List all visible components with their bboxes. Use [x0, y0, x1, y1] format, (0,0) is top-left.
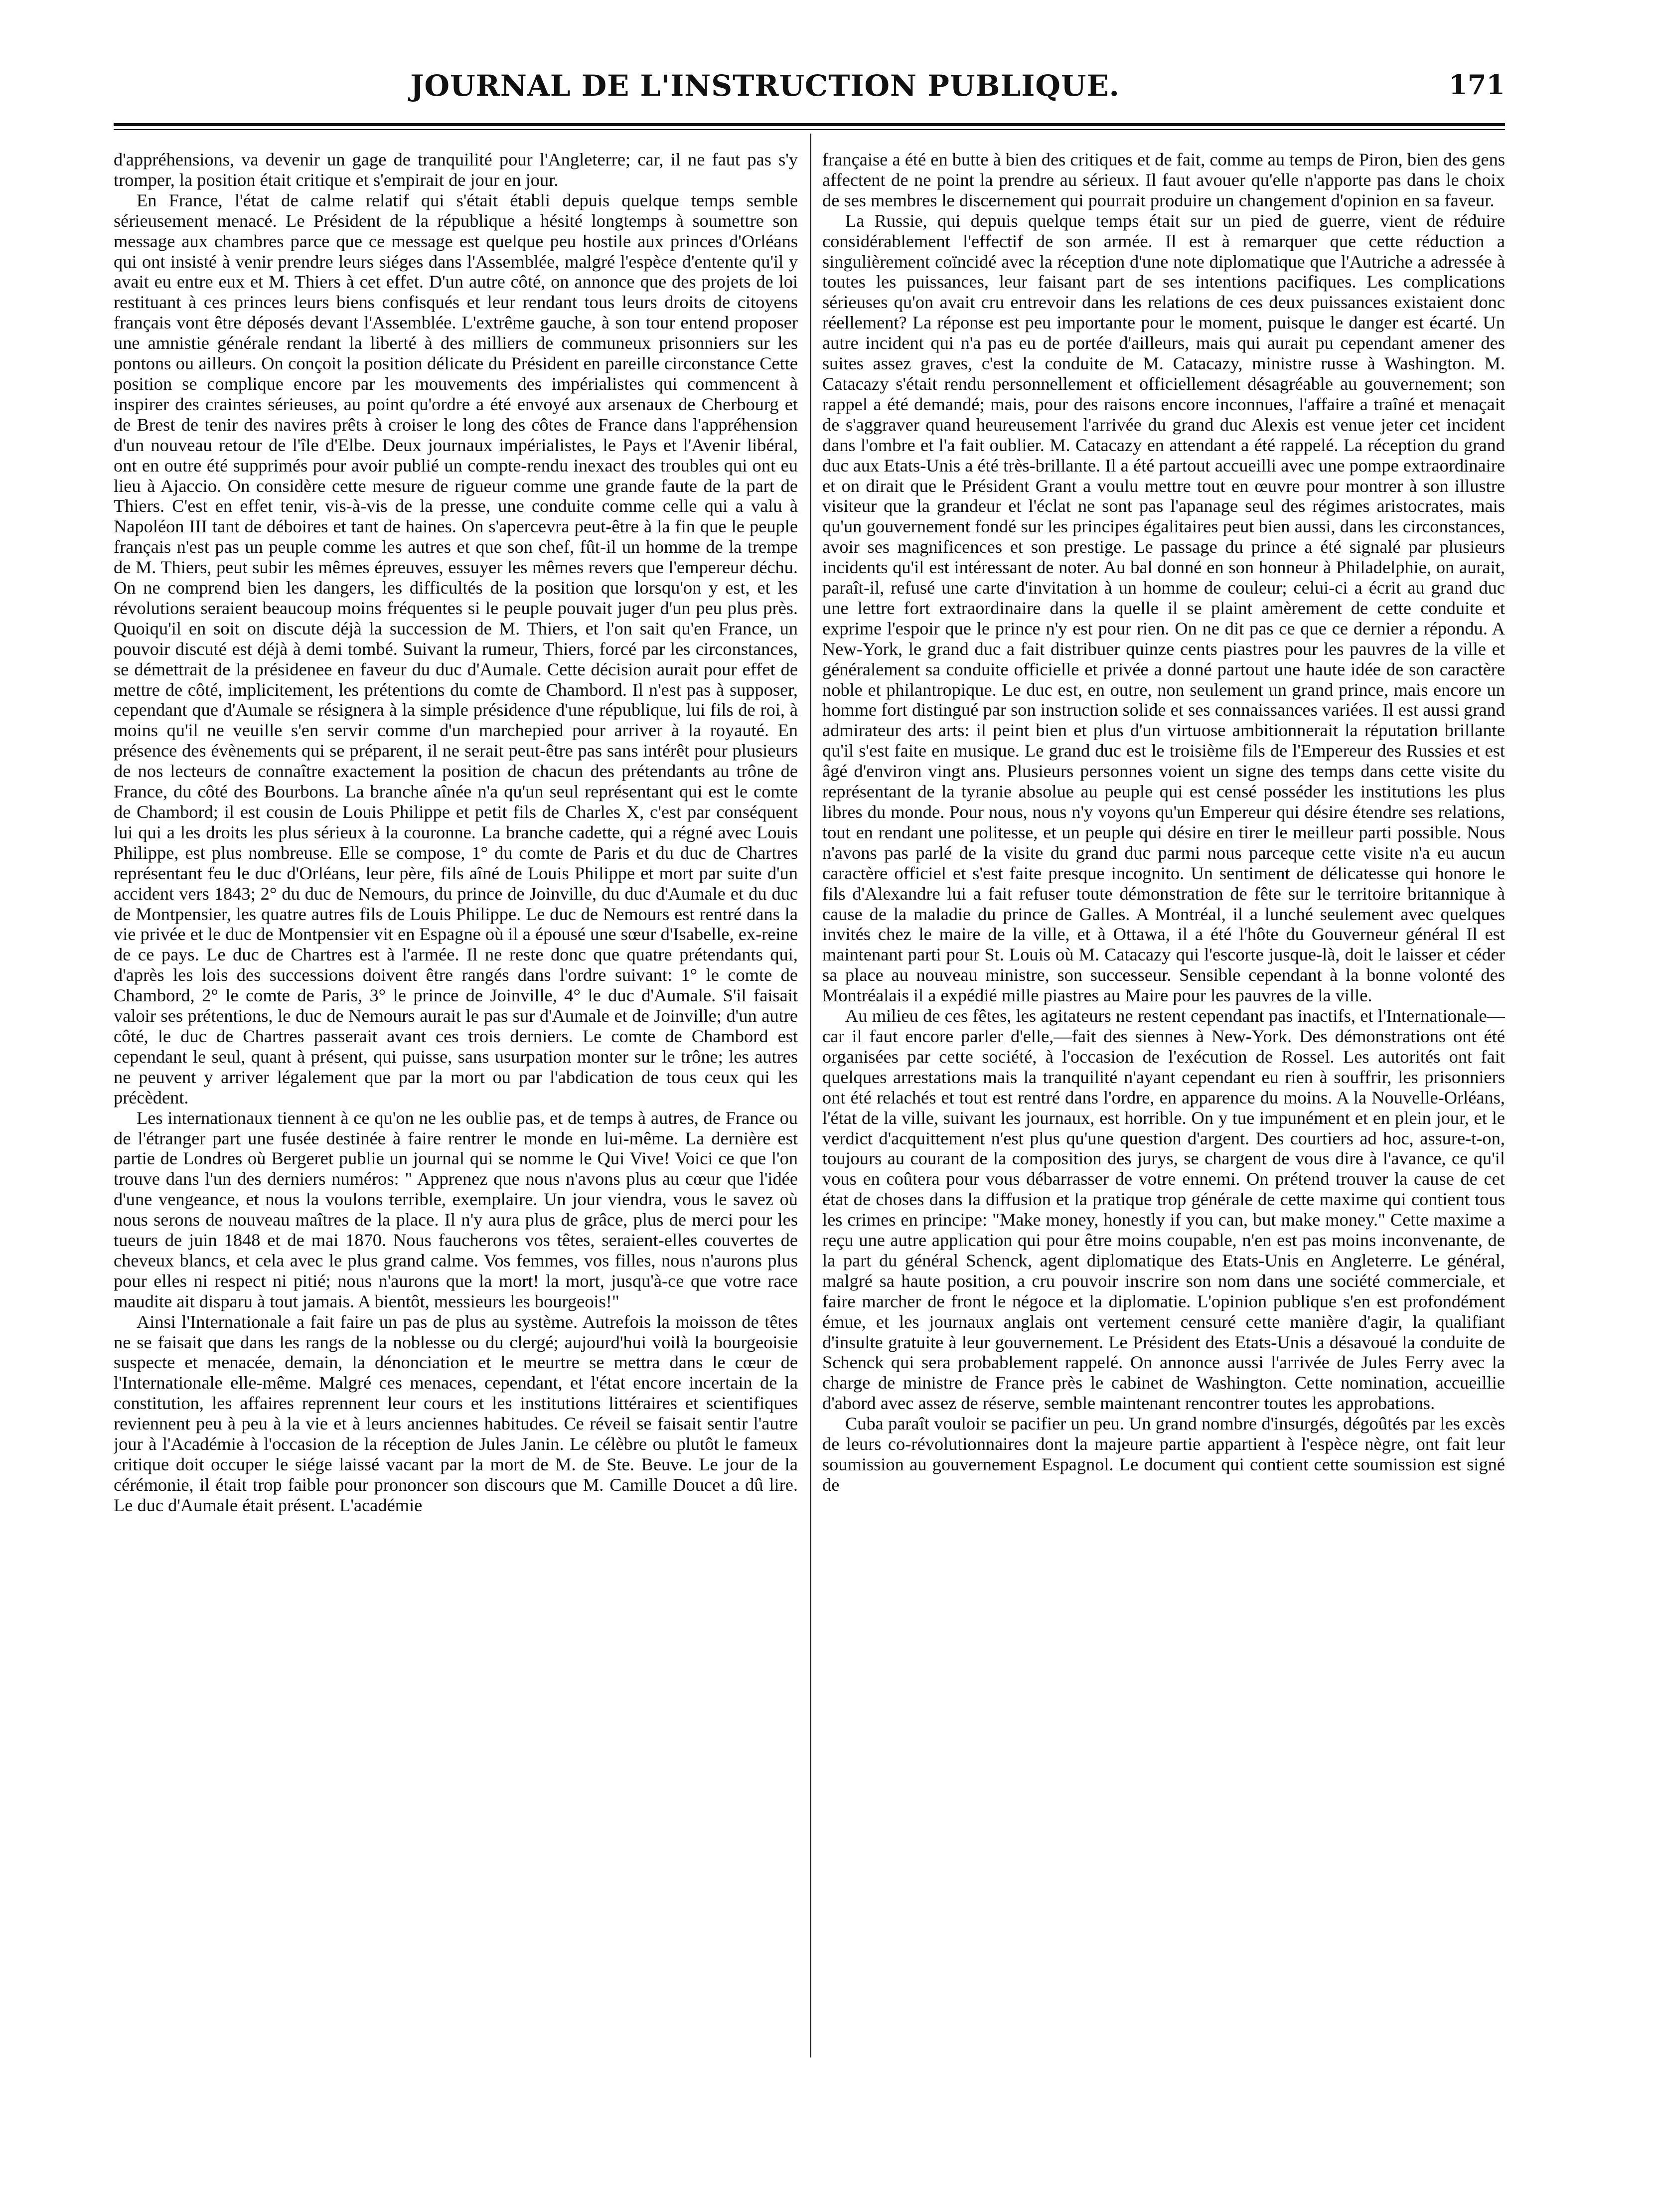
- paragraph: Cuba paraît vouloir se pacifier un peu. Un grand nombre d'insurgés, dégoûtés par les excès de leurs co-révolutionnaires dont la majeure partie appartient à l'espèce nègre, ont fait leur soumission au gouvernement Espagnol. Le document qui contient cette soumission est signé de: [822, 1414, 1505, 1495]
- paragraph: Les internationaux tiennent à ce qu'on ne les oublie pas, et de temps à autres, de France ou de l'étranger part une fusée destinée à faire rentrer le monde en lui-même. La dernière est partie de Londres où Bergeret publie un journal qui se nomme le Qui Vive! Voici ce que l'on trouve dans l'un des derniers numéros: " Apprenez que nous n'avons plus au cœur que l'idée d'une vengeance, et nous la voulons terrible, exemplaire. Un jour viendra, vous le savez où nous serons de nouveau maîtres de la place. Il n'y aura plus de grâce, plus de merci pour les tueurs de juin 1848 et de mai 1870. Nous faucherons vos têtes, seraient-elles couvertes de cheveux blancs, et cela avec le plus grand calme. Vos femmes, vos filles, nous n'aurons plus pour elles ni respect ni pitié; nous n'aurons que la mort! la mort, jusqu'à-ce que votre race maudite ait disparu à tout jamais. A bientôt, messieurs les bourgeois!": [114, 1107, 798, 1311]
- paragraph: Au milieu de ces fêtes, les agitateurs ne restent cependant pas inactifs, et l'Internationale—car il faut encore parler d'elle,—fait des siennes à New-York. Des démonstrations ont été organisées par cette société, à l'occasion de l'exécution de Rossel. Les autorités ont fait quelques arrestations mais la tranquilité n'ayant cependant eu rien à souffrir, les prisonniers ont été relachés et tout est rentré dans l'ordre, en apparence du moins. A la Nouvelle-Orléans, l'état de la ville, suivant les journaux, est horrible. On y tue impunément et en plein jour, et le verdict d'acquittement n'est plus qu'une question d'argent. Des courtiers ad hoc, assure-t-on, toujours au courant de la composition des jurys, se chargent de vous dire à l'avance, ce qu'il vous en coûtera pour vous débarrasser de votre ennemi. On prétend trouver la cause de cet état de choses dans la diffusion et la pratique trop générale de cette maxime qui contient tous les crimes en principe: "Make money, honestly if you can, but make money." Cette maxime a reçu une autre application qui pour être moins coupable, n'en est pas moins inconvenante, de la part du général Schenck, agent diplomatique des Etats-Unis en Angleterre. Le général, malgré sa haute position, a cru pouvoir inscrire son nom dans une société commerciale, et faire marcher de front le négoce et la diplomatie. L'opinion publique s'en est profondément émue, et les journaux anglais ont vertement censuré cette manière d'agir, la qualifiant d'insulte gratuite à leur gouvernement. Le Président des Etats-Unis a désavoué la conduite de Schenck qui sera probablement rappelé. On annonce aussi l'arrivée de Jules Ferry avec la charge de ministre de France près le cabinet de Washington. Cette nomination, accueillie d'abord avec assez de réserve, semble maintenant rencontrer toutes les approbations.: [822, 1006, 1505, 1414]
- header-rule-thick: [114, 123, 1505, 126]
- paragraph: Ainsi l'Internationale a fait faire un pas de plus au système. Autrefois la moisson de têtes ne se faisait que dans les rangs de la noblesse ou du clergé; aujourd'hui voilà la bourgeoisie suspecte et menacée, demain, la dénonciation et le meurtre se mettra dans le cœur de l'Internationale elle-même. Malgré ces menaces, cependant, et l'état encore incertain de la constitution, les affaires reprennent leur cours et les institutions littéraires et scientifiques reviennent peu à peu à la vie et à leurs anciennes habitudes. Ce réveil se faisait sentir l'autre jour à l'Académie à l'occasion de la réception de Jules Janin. Le célèbre ou plutôt le fameux critique doit occuper le siége laissé vacant par la mort de M. de Ste. Beuve. Le jour de la cérémonie, il était trop faible pour prononcer son discours que M. Camille Doucet a dû lire. Le duc d'Aumale était présent. L'académie: [114, 1311, 798, 1515]
- paragraph: La Russie, qui depuis quelque temps était sur un pied de guerre, vient de réduire considérablement l'effectif de son armée. Il est à remarquer que cette réduction a singulièrement coïncidé avec la réception d'une note diplomatique que l'Autriche a adressée à toutes les puissances, leur faisant part de ses intentions pacifiques. Les complications sérieuses qu'on avait cru entrevoir dans les relations de ces deux puissances existaient donc réellement? La réponse est peu importante pour le moment, puisque le danger est écarté. Un autre incident qui n'a pas eu de portée d'ailleurs, mais qui aurait pu cependant amener des suites assez graves, c'est la conduite de M. Catacazy, ministre russe à Washington. M. Catacazy s'était rendu personnellement et officiellement désagréable au gouvernement; son rappel a été demandé; mais, pour des raisons encore inconnues, l'affaire a traîné et menaçait de s'aggraver quand heureusement l'arrivée du grand duc Alexis est venue jeter cet incident dans l'ombre et l'a fait oublier. M. Catacazy en attendant a été rappelé. La réception du grand duc aux Etats-Unis a été très-brillante. Il a été partout accueilli avec une pompe extraordinaire et on dirait que le Président Grant a voulu mettre tout en œuvre pour montrer à son illustre visiteur que la grandeur et l'éclat ne sont pas l'apanage seul des régimes aristocrates, mais qu'un gouvernement fondé sur les principes égalitaires peut bien aussi, dans les circonstances, avoir ses magnificences et son prestige. Le passage du prince a été signalé par plusieurs incidents qu'il est intéressant de noter. Au bal donné en son honneur à Philadelphie, on aurait, paraît-il, refusé une carte d'invitation à un homme de couleur; celui-ci a écrit au grand duc une lettre fort extraordinaire dans la quelle il se plaint amèrement de cette conduite et exprime l'espoir que le prince n'y est pour rien. On ne dit pas ce que ce dernier a répondu. A New-York, le grand duc a fait distribuer quinze cents piastres pour les pauvres de la ville et généralement sa conduite officielle et privée a donné partout une haute idée de son caractère noble et philantropique. Le duc est, en outre, non seulement un grand prince, mais encore un homme fort distingué par son instruction solide et ses connaissances variées. Il est aussi grand admirateur des arts: il peint bien et plus d'un virtuose ambitionnerait la réputation brillante qu'il s'est faite en musique. Le grand duc est le troisième fils de l'Empereur des Russies et est âgé d'environ vingt ans. Plusieurs personnes voient un signe des temps dans cette visite du représentant de la tyranie absolue au peuple qui est censé posséder les institutions les plus libres du monde. Pour nous, nous n'y voyons qu'un Empereur qui désire étendre ses relations, tout en rendant une politesse, et un peuple qui désire en tirer le meilleur parti possible. Nous n'avons pas parlé de la visite du grand duc parmi nous parceque cette visite n'a eu aucun caractère officiel et s'est faite presque incognito. Un sentiment de délicatesse qui honore le fils d'Alexandre lui a fait refuser toute démonstration de fête sur le territoire britannique à cause de la maladie du prince de Galles. A Montréal, il a lunché seulement avec quelques invités chez le maire de la ville, et à Ottawa, il a été l'hôte du Gouverneur général Il est maintenant parti pour St. Louis où M. Catacazy qui l'escorte jusque-là, doit le laisser et céder sa place au nouveau ministre, son successeur. Sensible cependant à la bonne volonté des Montréalais il a expédié mille piastres au Maire pour les pauvres de la ville.: [822, 210, 1505, 1006]
- right-column: [822, 150, 1505, 2058]
- running-title: JOURNAL DE L'INSTRUCTION PUBLIQUE.: [410, 69, 1120, 103]
- column-divider: [810, 134, 811, 2057]
- paragraph: d'appréhensions, va devenir un gage de tranquilité pour l'Angleterre; car, il ne faut pas s'y tromper, la position était critique et s'empirait de jour en jour.: [114, 150, 798, 190]
- page-number: 171: [1449, 69, 1505, 101]
- left-column: [114, 150, 798, 2058]
- header-rule-thin: [114, 129, 1505, 130]
- paragraph: française a été en butte à bien des critiques et de fait, comme au temps de Piron, bien des gens affectent de ne point la prendre au sérieux. Il faut avouer qu'elle n'apporte pas dans le choix de ses membres le discernement qui pourrait produire un changement d'opinion en sa faveur.: [822, 150, 1505, 210]
- paragraph: En France, l'état de calme relatif qui s'était établi depuis quelque temps semble sérieusement menacé. Le Président de la république a hésité longtemps à soumettre son message aux chambres parce que ce message est quelque peu hostile aux princes d'Orléans qui ont insisté à venir prendre leurs siéges dans l'Assemblée, malgré l'espèce d'entente qu'il y avait eu entre eux et M. Thiers à cet effet. D'un autre côté, on annonce que des projets de loi restituant à ces princes leurs biens confisqués et leur rendant tous leurs droits de citoyens français vont être déposés devant l'Assemblée. L'extrême gauche, à son tour entend proposer une amnistie générale rendant la liberté à des milliers de communeux prisonniers sur les pontons ou ailleurs. On conçoit la position délicate du Président en pareille circonstance Cette position se complique encore par les mouvements des impérialistes qui commencent à inspirer des craintes sérieuses, au point qu'ordre a été envoyé aux arsenaux de Cherbourg et de Brest de tenir des navires prêts à croiser le long des côtes de France dans l'appréhension d'un nouveau retour de l'île d'Elbe. Deux journaux impérialistes, le Pays et l'Avenir libéral, ont en outre été supprimés pour avoir publié un compte-rendu inexact des troubles qui ont eu lieu à Ajaccio. On considère cette mesure de rigueur comme une grande faute de la part de Thiers. C'est en effet tenir, vis-à-vis de la presse, une conduite comme celle qui a valu à Napoléon III tant de déboires et tant de haines. On s'apercevra peut-être à la fin que le peuple français n'est pas un peuple comme les autres et que son chef, fût-il un homme de la trempe de M. Thiers, peut subir les mêmes épreuves, essuyer les mêmes revers que l'empereur déchu. On ne comprend bien les dangers, les difficultés de la position que lorsqu'on y est, et les révolutions seraient beaucoup moins fréquentes si le peuple pouvait juger d'un peu plus près. Quoiqu'il en soit on discute déjà la succession de M. Thiers, et l'on sait qu'en France, un pouvoir discuté est déjà à demi tombé. Suivant la rumeur, Thiers, forcé par les circonstances, se démettrait de la présidenee en faveur du duc d'Aumale. Cette décision aurait pour effet de mettre de côté, implicitement, les prétentions du comte de Chambord. Il n'est pas à supposer, cependant que d'Aumale se résignera à la simple présidence d'une république, lui fils de roi, à moins qu'il ne veuille s'en servir comme d'un marchepied pour arriver à la royauté. En présence des évènements qui se préparent, il ne serait peut-être pas sans intérêt pour plusieurs de nos lecteurs de connaître exactement la position de chacun des prétendants au trône de France, du côté des Bourbons. La branche aînée n'a qu'un seul représentant qui est le comte de Chambord; il est cousin de Louis Philippe et petit fils de Charles X, c'est par conséquent lui qui a les droits les plus sérieux à la couronne. La branche cadette, qui a régné avec Louis Philippe, est plus nombreuse. Elle se compose, 1° du comte de Paris et du duc de Chartres représentant feu le duc d'Orléans, leur père, fils aîné de Louis Philippe et mort par suite d'un accident vers 1843; 2° du duc de Nemours, du prince de Joinville, du duc d'Aumale et du duc de Montpensier, les quatre autres fils de Louis Philippe. Le duc de Nemours est rentré dans la vie privée et le duc de Montpensier vit en Espagne où il a épousé une sœur d'Isabelle, ex-reine de ce pays. Le duc de Chartres est à l'armée. Il ne reste donc que quatre prétendants qui, d'après les lois des successions doivent être rangés dans l'ordre suivant: 1° le comte de Chambord, 2° le comte de Paris, 3° le prince de Joinville, 4° le duc d'Aumale. S'il faisait valoir ses prétentions, le duc de Nemours aurait le pas sur d'Aumale et de Joinville; d'un autre côté, le duc de Chartres passerait avant ces trois derniers. Le comte de Chambord est cependant le seul, quant à présent, qui puisse, sans usurpation monter sur le trône; les autres ne peuvent y arriver légalement que par la mort ou par l'abdication de tous ceux qui les précèdent.: [114, 190, 798, 1107]
